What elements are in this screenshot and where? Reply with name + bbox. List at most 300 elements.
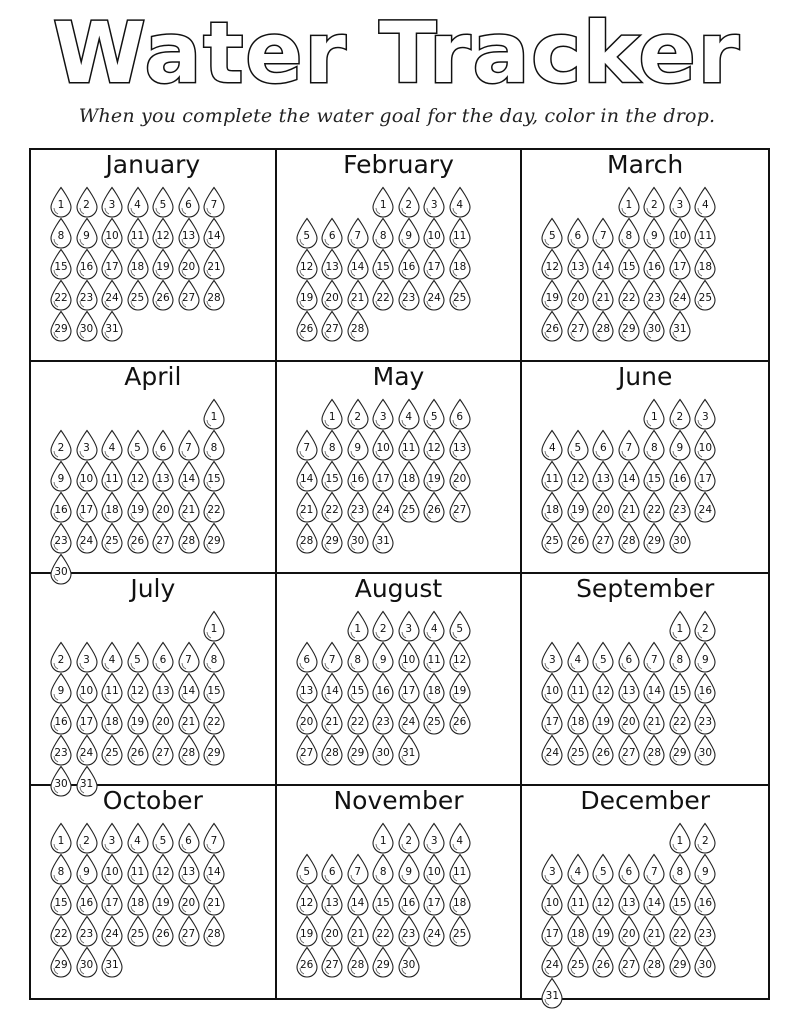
- water-drop-day-8[interactable]: [642, 429, 666, 461]
- water-drop-day-10[interactable]: [422, 217, 446, 249]
- water-drop-day-3[interactable]: [422, 822, 446, 854]
- water-drop-day-20[interactable]: [295, 703, 319, 735]
- water-drop-day-18[interactable]: [100, 491, 124, 523]
- water-drop-day-15[interactable]: [371, 248, 395, 280]
- water-drop-day-1[interactable]: [668, 822, 692, 854]
- water-drop-day-4[interactable]: [566, 853, 590, 885]
- water-drop-day-30[interactable]: [642, 310, 666, 342]
- water-drop-day-9[interactable]: [642, 217, 666, 249]
- water-drop-day-18[interactable]: [100, 703, 124, 735]
- water-drop-day-16[interactable]: [397, 884, 421, 916]
- water-drop-day-2[interactable]: [49, 429, 73, 461]
- water-drop-day-8[interactable]: [371, 853, 395, 885]
- water-drop-day-1[interactable]: [617, 186, 641, 218]
- water-drop-day-24[interactable]: [668, 279, 692, 311]
- water-drop-day-2[interactable]: [346, 398, 370, 430]
- water-drop-day-27[interactable]: [591, 522, 615, 554]
- water-drop-day-25[interactable]: [448, 915, 472, 947]
- water-drop-day-3[interactable]: [668, 186, 692, 218]
- water-drop-day-26[interactable]: [295, 310, 319, 342]
- water-drop-day-26[interactable]: [126, 522, 150, 554]
- water-drop-day-24[interactable]: [422, 915, 446, 947]
- water-drop-day-29[interactable]: [371, 946, 395, 978]
- water-drop-day-20[interactable]: [151, 491, 175, 523]
- water-drop-day-29[interactable]: [346, 734, 370, 766]
- water-drop-day-6[interactable]: [320, 217, 344, 249]
- water-drop-day-7[interactable]: [642, 853, 666, 885]
- water-drop-day-14[interactable]: [320, 672, 344, 704]
- water-drop-day-9[interactable]: [346, 429, 370, 461]
- water-drop-day-16[interactable]: [397, 248, 421, 280]
- water-drop-day-23[interactable]: [668, 491, 692, 523]
- water-drop-day-9[interactable]: [397, 853, 421, 885]
- water-drop-day-1[interactable]: [202, 610, 226, 642]
- water-drop-day-19[interactable]: [591, 915, 615, 947]
- water-drop-day-15[interactable]: [202, 672, 226, 704]
- water-drop-day-21[interactable]: [295, 491, 319, 523]
- water-drop-day-28[interactable]: [642, 946, 666, 978]
- water-drop-day-26[interactable]: [151, 915, 175, 947]
- water-drop-day-10[interactable]: [422, 853, 446, 885]
- water-drop-day-28[interactable]: [642, 734, 666, 766]
- water-drop-day-13[interactable]: [151, 672, 175, 704]
- water-drop-day-21[interactable]: [642, 703, 666, 735]
- water-drop-day-25[interactable]: [566, 734, 590, 766]
- water-drop-day-4[interactable]: [693, 186, 717, 218]
- water-drop-day-27[interactable]: [177, 279, 201, 311]
- water-drop-day-8[interactable]: [668, 853, 692, 885]
- water-drop-day-29[interactable]: [617, 310, 641, 342]
- water-drop-day-13[interactable]: [151, 460, 175, 492]
- water-drop-day-2[interactable]: [397, 186, 421, 218]
- water-drop-day-15[interactable]: [668, 672, 692, 704]
- water-drop-day-14[interactable]: [202, 853, 226, 885]
- water-drop-day-17[interactable]: [75, 703, 99, 735]
- water-drop-day-17[interactable]: [371, 460, 395, 492]
- water-drop-day-23[interactable]: [49, 734, 73, 766]
- water-drop-day-7[interactable]: [617, 429, 641, 461]
- water-drop-day-11[interactable]: [566, 672, 590, 704]
- water-drop-day-27[interactable]: [448, 491, 472, 523]
- water-drop-day-2[interactable]: [75, 186, 99, 218]
- water-drop-day-8[interactable]: [49, 217, 73, 249]
- water-drop-day-3[interactable]: [422, 186, 446, 218]
- water-drop-day-30[interactable]: [693, 946, 717, 978]
- water-drop-day-29[interactable]: [668, 946, 692, 978]
- water-drop-day-16[interactable]: [75, 248, 99, 280]
- water-drop-day-31[interactable]: [100, 946, 124, 978]
- water-drop-day-27[interactable]: [617, 946, 641, 978]
- water-drop-day-16[interactable]: [49, 703, 73, 735]
- water-drop-day-13[interactable]: [320, 248, 344, 280]
- water-drop-day-14[interactable]: [346, 884, 370, 916]
- water-drop-day-11[interactable]: [397, 429, 421, 461]
- water-drop-day-12[interactable]: [448, 641, 472, 673]
- water-drop-day-9[interactable]: [75, 217, 99, 249]
- water-drop-day-11[interactable]: [422, 641, 446, 673]
- water-drop-day-29[interactable]: [202, 522, 226, 554]
- water-drop-day-23[interactable]: [371, 703, 395, 735]
- water-drop-day-27[interactable]: [295, 734, 319, 766]
- water-drop-day-23[interactable]: [75, 279, 99, 311]
- water-drop-day-16[interactable]: [668, 460, 692, 492]
- water-drop-day-1[interactable]: [320, 398, 344, 430]
- water-drop-day-11[interactable]: [100, 672, 124, 704]
- water-drop-day-1[interactable]: [49, 822, 73, 854]
- water-drop-day-23[interactable]: [693, 915, 717, 947]
- water-drop-day-17[interactable]: [397, 672, 421, 704]
- water-drop-day-13[interactable]: [177, 217, 201, 249]
- water-drop-day-10[interactable]: [397, 641, 421, 673]
- water-drop-day-24[interactable]: [100, 915, 124, 947]
- water-drop-day-3[interactable]: [100, 186, 124, 218]
- water-drop-day-10[interactable]: [693, 429, 717, 461]
- water-drop-day-18[interactable]: [126, 248, 150, 280]
- water-drop-day-3[interactable]: [693, 398, 717, 430]
- water-drop-day-6[interactable]: [151, 641, 175, 673]
- water-drop-day-21[interactable]: [346, 915, 370, 947]
- water-drop-day-15[interactable]: [49, 884, 73, 916]
- water-drop-day-14[interactable]: [591, 248, 615, 280]
- water-drop-day-24[interactable]: [693, 491, 717, 523]
- water-drop-day-4[interactable]: [100, 641, 124, 673]
- water-drop-day-18[interactable]: [566, 915, 590, 947]
- water-drop-day-2[interactable]: [49, 641, 73, 673]
- water-drop-day-23[interactable]: [397, 279, 421, 311]
- water-drop-day-26[interactable]: [566, 522, 590, 554]
- water-drop-day-5[interactable]: [422, 398, 446, 430]
- water-drop-day-4[interactable]: [422, 610, 446, 642]
- water-drop-day-20[interactable]: [617, 703, 641, 735]
- water-drop-day-31[interactable]: [397, 734, 421, 766]
- water-drop-day-27[interactable]: [617, 734, 641, 766]
- water-drop-day-7[interactable]: [295, 429, 319, 461]
- water-drop-day-14[interactable]: [642, 884, 666, 916]
- water-drop-day-6[interactable]: [617, 853, 641, 885]
- water-drop-day-12[interactable]: [126, 460, 150, 492]
- water-drop-day-7[interactable]: [346, 217, 370, 249]
- water-drop-day-17[interactable]: [693, 460, 717, 492]
- water-drop-day-31[interactable]: [100, 310, 124, 342]
- water-drop-day-20[interactable]: [566, 279, 590, 311]
- water-drop-day-25[interactable]: [100, 522, 124, 554]
- water-drop-day-19[interactable]: [126, 703, 150, 735]
- water-drop-day-13[interactable]: [320, 884, 344, 916]
- water-drop-day-26[interactable]: [591, 946, 615, 978]
- water-drop-day-5[interactable]: [566, 429, 590, 461]
- water-drop-day-11[interactable]: [693, 217, 717, 249]
- water-drop-day-26[interactable]: [422, 491, 446, 523]
- water-drop-day-3[interactable]: [75, 641, 99, 673]
- water-drop-day-15[interactable]: [668, 884, 692, 916]
- water-drop-day-31[interactable]: [668, 310, 692, 342]
- water-drop-day-5[interactable]: [151, 822, 175, 854]
- water-drop-day-26[interactable]: [151, 279, 175, 311]
- water-drop-day-10[interactable]: [668, 217, 692, 249]
- water-drop-day-21[interactable]: [202, 884, 226, 916]
- water-drop-day-26[interactable]: [295, 946, 319, 978]
- water-drop-day-7[interactable]: [177, 429, 201, 461]
- water-drop-day-14[interactable]: [177, 460, 201, 492]
- water-drop-day-13[interactable]: [591, 460, 615, 492]
- water-drop-day-2[interactable]: [668, 398, 692, 430]
- water-drop-day-7[interactable]: [591, 217, 615, 249]
- water-drop-day-4[interactable]: [540, 429, 564, 461]
- water-drop-day-25[interactable]: [126, 915, 150, 947]
- water-drop-day-8[interactable]: [202, 641, 226, 673]
- water-drop-day-13[interactable]: [566, 248, 590, 280]
- water-drop-day-9[interactable]: [371, 641, 395, 673]
- water-drop-day-21[interactable]: [177, 703, 201, 735]
- water-drop-day-24[interactable]: [75, 522, 99, 554]
- water-drop-day-5[interactable]: [126, 429, 150, 461]
- water-drop-day-22[interactable]: [371, 279, 395, 311]
- water-drop-day-19[interactable]: [422, 460, 446, 492]
- water-drop-day-3[interactable]: [100, 822, 124, 854]
- water-drop-day-22[interactable]: [371, 915, 395, 947]
- water-drop-day-10[interactable]: [75, 460, 99, 492]
- water-drop-day-9[interactable]: [693, 853, 717, 885]
- water-drop-day-29[interactable]: [202, 734, 226, 766]
- water-drop-day-20[interactable]: [320, 915, 344, 947]
- water-drop-day-14[interactable]: [346, 248, 370, 280]
- water-drop-day-30[interactable]: [371, 734, 395, 766]
- water-drop-day-22[interactable]: [642, 491, 666, 523]
- water-drop-day-21[interactable]: [320, 703, 344, 735]
- water-drop-day-18[interactable]: [397, 460, 421, 492]
- water-drop-day-8[interactable]: [346, 641, 370, 673]
- water-drop-day-9[interactable]: [49, 460, 73, 492]
- water-drop-day-22[interactable]: [202, 491, 226, 523]
- water-drop-day-27[interactable]: [151, 522, 175, 554]
- water-drop-day-12[interactable]: [295, 884, 319, 916]
- water-drop-day-2[interactable]: [397, 822, 421, 854]
- water-drop-day-19[interactable]: [295, 915, 319, 947]
- water-drop-day-12[interactable]: [591, 884, 615, 916]
- water-drop-day-2[interactable]: [642, 186, 666, 218]
- water-drop-day-4[interactable]: [100, 429, 124, 461]
- water-drop-day-24[interactable]: [371, 491, 395, 523]
- water-drop-day-12[interactable]: [151, 217, 175, 249]
- water-drop-day-30[interactable]: [75, 946, 99, 978]
- water-drop-day-11[interactable]: [100, 460, 124, 492]
- water-drop-day-11[interactable]: [448, 217, 472, 249]
- water-drop-day-16[interactable]: [75, 884, 99, 916]
- water-drop-day-4[interactable]: [448, 186, 472, 218]
- water-drop-day-5[interactable]: [151, 186, 175, 218]
- water-drop-day-5[interactable]: [540, 217, 564, 249]
- water-drop-day-10[interactable]: [100, 853, 124, 885]
- water-drop-day-29[interactable]: [642, 522, 666, 554]
- water-drop-day-30[interactable]: [75, 310, 99, 342]
- water-drop-day-28[interactable]: [177, 734, 201, 766]
- water-drop-day-23[interactable]: [693, 703, 717, 735]
- water-drop-day-27[interactable]: [320, 946, 344, 978]
- water-drop-day-14[interactable]: [295, 460, 319, 492]
- water-drop-day-3[interactable]: [371, 398, 395, 430]
- water-drop-day-8[interactable]: [371, 217, 395, 249]
- water-drop-day-17[interactable]: [668, 248, 692, 280]
- water-drop-day-21[interactable]: [177, 491, 201, 523]
- water-drop-day-23[interactable]: [397, 915, 421, 947]
- water-drop-day-28[interactable]: [177, 522, 201, 554]
- water-drop-day-23[interactable]: [346, 491, 370, 523]
- water-drop-day-21[interactable]: [617, 491, 641, 523]
- water-drop-day-4[interactable]: [397, 398, 421, 430]
- water-drop-day-13[interactable]: [617, 884, 641, 916]
- water-drop-day-28[interactable]: [346, 946, 370, 978]
- water-drop-day-4[interactable]: [448, 822, 472, 854]
- water-drop-day-28[interactable]: [591, 310, 615, 342]
- water-drop-day-10[interactable]: [371, 429, 395, 461]
- water-drop-day-30[interactable]: [346, 522, 370, 554]
- water-drop-day-28[interactable]: [295, 522, 319, 554]
- water-drop-day-8[interactable]: [320, 429, 344, 461]
- water-drop-day-15[interactable]: [642, 460, 666, 492]
- water-drop-day-17[interactable]: [540, 703, 564, 735]
- water-drop-day-13[interactable]: [295, 672, 319, 704]
- water-drop-day-17[interactable]: [100, 884, 124, 916]
- water-drop-day-30[interactable]: [668, 522, 692, 554]
- water-drop-day-28[interactable]: [346, 310, 370, 342]
- water-drop-day-5[interactable]: [295, 217, 319, 249]
- water-drop-day-16[interactable]: [346, 460, 370, 492]
- water-drop-day-27[interactable]: [177, 915, 201, 947]
- water-drop-day-18[interactable]: [540, 491, 564, 523]
- water-drop-day-18[interactable]: [693, 248, 717, 280]
- water-drop-day-10[interactable]: [540, 884, 564, 916]
- water-drop-day-1[interactable]: [49, 186, 73, 218]
- water-drop-day-11[interactable]: [448, 853, 472, 885]
- water-drop-day-21[interactable]: [346, 279, 370, 311]
- water-drop-day-21[interactable]: [202, 248, 226, 280]
- water-drop-day-5[interactable]: [591, 853, 615, 885]
- water-drop-day-2[interactable]: [693, 822, 717, 854]
- water-drop-day-4[interactable]: [566, 641, 590, 673]
- water-drop-day-8[interactable]: [668, 641, 692, 673]
- water-drop-day-26[interactable]: [126, 734, 150, 766]
- water-drop-day-25[interactable]: [126, 279, 150, 311]
- water-drop-day-18[interactable]: [448, 884, 472, 916]
- water-drop-day-1[interactable]: [371, 186, 395, 218]
- water-drop-day-4[interactable]: [126, 186, 150, 218]
- water-drop-day-26[interactable]: [540, 310, 564, 342]
- water-drop-day-17[interactable]: [540, 915, 564, 947]
- water-drop-day-3[interactable]: [540, 853, 564, 885]
- water-drop-day-20[interactable]: [320, 279, 344, 311]
- water-drop-day-14[interactable]: [202, 217, 226, 249]
- water-drop-day-1[interactable]: [642, 398, 666, 430]
- water-drop-day-6[interactable]: [448, 398, 472, 430]
- water-drop-day-31[interactable]: [540, 977, 564, 1009]
- water-drop-day-21[interactable]: [642, 915, 666, 947]
- water-drop-day-10[interactable]: [75, 672, 99, 704]
- water-drop-day-15[interactable]: [320, 460, 344, 492]
- water-drop-day-18[interactable]: [422, 672, 446, 704]
- water-drop-day-30[interactable]: [693, 734, 717, 766]
- water-drop-day-3[interactable]: [75, 429, 99, 461]
- water-drop-day-20[interactable]: [448, 460, 472, 492]
- water-drop-day-11[interactable]: [540, 460, 564, 492]
- water-drop-day-24[interactable]: [75, 734, 99, 766]
- water-drop-day-6[interactable]: [177, 822, 201, 854]
- water-drop-day-6[interactable]: [320, 853, 344, 885]
- water-drop-day-9[interactable]: [693, 641, 717, 673]
- water-drop-day-3[interactable]: [540, 641, 564, 673]
- water-drop-day-30[interactable]: [397, 946, 421, 978]
- water-drop-day-14[interactable]: [642, 672, 666, 704]
- water-drop-day-28[interactable]: [202, 915, 226, 947]
- water-drop-day-16[interactable]: [693, 884, 717, 916]
- water-drop-day-19[interactable]: [448, 672, 472, 704]
- water-drop-day-22[interactable]: [202, 703, 226, 735]
- water-drop-day-24[interactable]: [100, 279, 124, 311]
- water-drop-day-23[interactable]: [75, 915, 99, 947]
- water-drop-day-27[interactable]: [151, 734, 175, 766]
- water-drop-day-20[interactable]: [177, 248, 201, 280]
- water-drop-day-17[interactable]: [100, 248, 124, 280]
- water-drop-day-22[interactable]: [617, 279, 641, 311]
- water-drop-day-6[interactable]: [566, 217, 590, 249]
- water-drop-day-20[interactable]: [177, 884, 201, 916]
- water-drop-day-19[interactable]: [591, 703, 615, 735]
- water-drop-day-28[interactable]: [617, 522, 641, 554]
- water-drop-day-12[interactable]: [540, 248, 564, 280]
- water-drop-day-9[interactable]: [668, 429, 692, 461]
- water-drop-day-9[interactable]: [397, 217, 421, 249]
- water-drop-day-12[interactable]: [295, 248, 319, 280]
- water-drop-day-15[interactable]: [49, 248, 73, 280]
- water-drop-day-17[interactable]: [422, 884, 446, 916]
- water-drop-day-8[interactable]: [202, 429, 226, 461]
- water-drop-day-20[interactable]: [151, 703, 175, 735]
- water-drop-day-7[interactable]: [177, 641, 201, 673]
- water-drop-day-27[interactable]: [320, 310, 344, 342]
- water-drop-day-25[interactable]: [397, 491, 421, 523]
- water-drop-day-12[interactable]: [126, 672, 150, 704]
- water-drop-day-6[interactable]: [177, 186, 201, 218]
- water-drop-day-25[interactable]: [422, 703, 446, 735]
- water-drop-day-16[interactable]: [49, 491, 73, 523]
- water-drop-day-24[interactable]: [397, 703, 421, 735]
- water-drop-day-25[interactable]: [100, 734, 124, 766]
- water-drop-day-22[interactable]: [346, 703, 370, 735]
- water-drop-day-15[interactable]: [202, 460, 226, 492]
- water-drop-day-25[interactable]: [566, 946, 590, 978]
- water-drop-day-19[interactable]: [126, 491, 150, 523]
- water-drop-day-19[interactable]: [540, 279, 564, 311]
- water-drop-day-28[interactable]: [320, 734, 344, 766]
- water-drop-day-25[interactable]: [448, 279, 472, 311]
- water-drop-day-22[interactable]: [668, 703, 692, 735]
- water-drop-day-11[interactable]: [126, 853, 150, 885]
- water-drop-day-26[interactable]: [591, 734, 615, 766]
- water-drop-day-13[interactable]: [448, 429, 472, 461]
- water-drop-day-31[interactable]: [371, 522, 395, 554]
- water-drop-day-6[interactable]: [617, 641, 641, 673]
- water-drop-day-9[interactable]: [49, 672, 73, 704]
- water-drop-day-8[interactable]: [49, 853, 73, 885]
- water-drop-day-7[interactable]: [642, 641, 666, 673]
- water-drop-day-19[interactable]: [566, 491, 590, 523]
- water-drop-day-9[interactable]: [75, 853, 99, 885]
- water-drop-day-15[interactable]: [346, 672, 370, 704]
- water-drop-day-2[interactable]: [693, 610, 717, 642]
- water-drop-day-27[interactable]: [566, 310, 590, 342]
- water-drop-day-8[interactable]: [617, 217, 641, 249]
- water-drop-day-10[interactable]: [100, 217, 124, 249]
- water-drop-day-17[interactable]: [422, 248, 446, 280]
